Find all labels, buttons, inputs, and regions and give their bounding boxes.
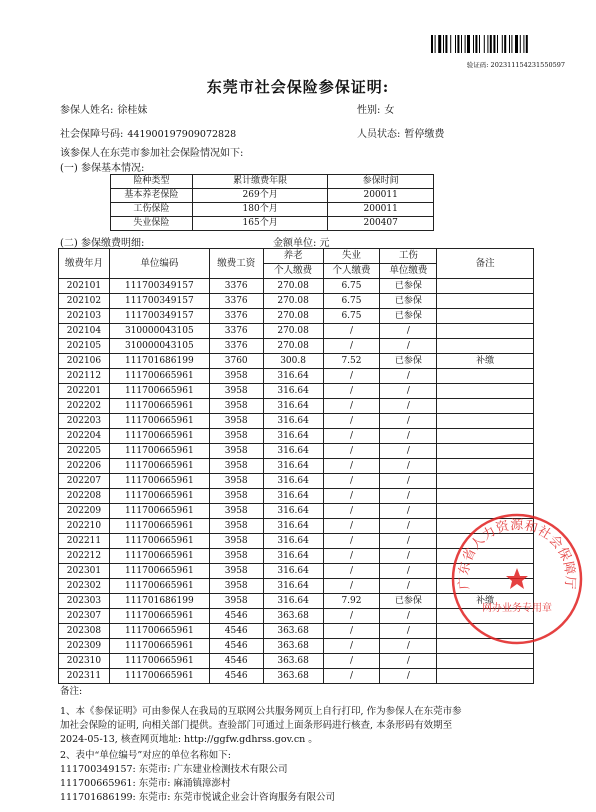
base-cell: 3958 — [209, 369, 263, 384]
injury-status-cell: / — [380, 654, 437, 669]
pension-personal-cell: 316.64 — [263, 519, 323, 534]
month-cell: 202309 — [59, 639, 110, 654]
base-cell: 3958 — [209, 459, 263, 474]
unemployment-personal-cell: / — [323, 534, 380, 549]
injury-status-cell: / — [380, 564, 437, 579]
remark-cell — [437, 669, 534, 684]
name-label: 参保人姓名: — [60, 105, 114, 116]
insured-since-cell: 200407 — [328, 217, 434, 231]
unit-code-cell: 111700665961 — [109, 564, 209, 579]
name-value: 徐桂妹 — [117, 105, 148, 116]
month-cell: 202301 — [59, 564, 110, 579]
table-row — [59, 369, 534, 384]
table-row — [59, 279, 534, 294]
unit-code-cell: 111700665961 — [109, 444, 209, 459]
unit-code-cell: 111700665961 — [109, 459, 209, 474]
injury-status-cell: / — [380, 579, 437, 594]
base-cell: 3958 — [209, 534, 263, 549]
svg-text:网办业务专用章: 网办业务专用章 — [482, 603, 552, 614]
unemployment-personal-cell: / — [323, 324, 380, 339]
unemployment-personal-cell: / — [323, 654, 380, 669]
pension-personal-cell: 316.64 — [263, 474, 323, 489]
unit-code-cell: 111701686199 — [109, 354, 209, 369]
unit-code-cell: 310000043105 — [109, 324, 209, 339]
unemployment-personal-cell: 6.75 — [323, 294, 380, 309]
injury-status-cell: 已参保 — [380, 294, 437, 309]
pension-personal-cell: 270.08 — [263, 339, 323, 354]
month-cell: 202206 — [59, 459, 110, 474]
pension-personal-cell: 316.64 — [263, 549, 323, 564]
pension-personal-cell: 316.64 — [263, 384, 323, 399]
cumulative-years-cell: 165个月 — [192, 217, 328, 231]
official-seal — [448, 510, 586, 648]
injury-status-cell: / — [380, 504, 437, 519]
unemployment-personal-cell: / — [323, 339, 380, 354]
pension-personal-cell: 316.64 — [263, 594, 323, 609]
injury-status-cell: / — [380, 534, 437, 549]
remark-cell — [437, 654, 534, 669]
note-1-line-1: 1、本《参保证明》可由参保人在我局的互联网公共服务网页上自行打印, 作为参保人在东莞市参 — [60, 706, 462, 717]
remark-cell — [437, 339, 534, 354]
injury-status-cell: 已参保 — [380, 279, 437, 294]
header-unemployment: 失业 — [323, 249, 380, 264]
month-cell: 202302 — [59, 579, 110, 594]
note-2-title: 2、表中“单位编号”对应的单位名称如下: — [60, 750, 231, 761]
base-cell: 3376 — [209, 279, 263, 294]
header-remark: 备注 — [437, 249, 534, 279]
table-row — [59, 474, 534, 489]
injury-status-cell: / — [380, 444, 437, 459]
unemployment-personal-cell: 6.75 — [323, 309, 380, 324]
month-cell: 202307 — [59, 609, 110, 624]
unit-code-cell: 310000043105 — [109, 339, 209, 354]
header-work-injury: 工伤 — [380, 249, 437, 264]
month-cell: 202207 — [59, 474, 110, 489]
base-cell: 3958 — [209, 384, 263, 399]
status-value: 暂停缴费 — [404, 129, 445, 140]
remark-cell — [437, 384, 534, 399]
remark-cell — [437, 324, 534, 339]
pension-personal-cell: 363.68 — [263, 669, 323, 684]
table-row — [59, 384, 534, 399]
pension-personal-cell: 270.08 — [263, 324, 323, 339]
unit-code-cell: 111700349157 — [109, 279, 209, 294]
unit-name-1: 111700349157: 东莞市: 广东建业检测技术有限公司 — [60, 764, 288, 775]
cumulative-years-cell: 180个月 — [192, 203, 328, 217]
unemployment-personal-cell: 6.75 — [323, 279, 380, 294]
month-cell: 202103 — [59, 309, 110, 324]
month-cell: 202209 — [59, 504, 110, 519]
injury-status-cell: / — [380, 639, 437, 654]
pension-personal-cell: 300.8 — [263, 354, 323, 369]
injury-status-cell: / — [380, 624, 437, 639]
remark-cell — [437, 399, 534, 414]
pension-personal-cell: 316.64 — [263, 429, 323, 444]
pension-personal-cell: 270.08 — [263, 294, 323, 309]
table-row — [111, 217, 434, 231]
unit-name-2: 111700665961: 东莞市: 麻涌镇漳澎村 — [60, 778, 231, 789]
pension-personal-cell: 316.64 — [263, 504, 323, 519]
remark-cell — [437, 279, 534, 294]
base-cell: 3760 — [209, 354, 263, 369]
header-pension: 养老 — [263, 249, 323, 264]
pension-personal-cell: 316.64 — [263, 459, 323, 474]
pension-personal-cell: 270.08 — [263, 309, 323, 324]
insured-since-cell: 200011 — [328, 203, 434, 217]
unit-code-cell: 111700665961 — [109, 369, 209, 384]
section2-heading: (二) 参保缴费明细: — [60, 238, 145, 249]
month-cell: 202101 — [59, 279, 110, 294]
unemployment-personal-cell: / — [323, 369, 380, 384]
injury-status-cell: / — [380, 489, 437, 504]
svg-text:广东省人力资源和社会保障厅: 广东省人力资源和社会保障厅 — [456, 518, 578, 591]
base-cell: 3958 — [209, 489, 263, 504]
unemployment-personal-cell: / — [323, 414, 380, 429]
base-cell: 4546 — [209, 669, 263, 684]
pension-personal-cell: 316.64 — [263, 534, 323, 549]
month-cell: 202303 — [59, 594, 110, 609]
month-cell: 202212 — [59, 549, 110, 564]
unit-code-cell: 111700665961 — [109, 429, 209, 444]
base-cell: 3376 — [209, 294, 263, 309]
unit-code-cell: 111700665961 — [109, 489, 209, 504]
table-row — [59, 459, 534, 474]
table-row — [111, 203, 434, 217]
injury-status-cell: 已参保 — [380, 594, 437, 609]
pension-personal-cell: 316.64 — [263, 444, 323, 459]
base-cell: 3958 — [209, 399, 263, 414]
insurance-type-cell: 基本养老保险 — [111, 189, 193, 203]
table-row — [59, 429, 534, 444]
table-row — [59, 669, 534, 684]
unemployment-personal-cell: / — [323, 564, 380, 579]
unit-code-cell: 111700665961 — [109, 654, 209, 669]
note-1-line-2: 加社会保险的证明, 向相关部门提供。查验部门可通过上面条形码进行核查, 本条形码有效期至 — [60, 720, 453, 731]
unit-code-cell: 111700665961 — [109, 504, 209, 519]
base-cell: 3958 — [209, 414, 263, 429]
insured-since-cell: 200011 — [328, 189, 434, 203]
unit-code-cell: 111700665961 — [109, 534, 209, 549]
injury-status-cell: / — [380, 609, 437, 624]
injury-status-cell: / — [380, 324, 437, 339]
base-cell: 3376 — [209, 324, 263, 339]
intro-text: 该参保人在东莞市参加社会保险情况如下: — [60, 148, 244, 159]
unit-code-cell: 111700665961 — [109, 519, 209, 534]
base-cell: 3958 — [209, 504, 263, 519]
unit-code-cell: 111700665961 — [109, 474, 209, 489]
unit-code-cell: 111700665961 — [109, 414, 209, 429]
header-month: 缴费年月 — [59, 249, 110, 279]
base-cell: 4546 — [209, 639, 263, 654]
unemployment-personal-cell: / — [323, 399, 380, 414]
unemployment-personal-cell: / — [323, 489, 380, 504]
unemployment-personal-cell: / — [323, 384, 380, 399]
gender-label: 性别: — [357, 105, 381, 116]
table-row — [59, 354, 534, 369]
injury-status-cell: / — [380, 414, 437, 429]
table-row — [59, 309, 534, 324]
unit-name-3: 111701686199: 东莞市: 东莞市悦诚企业会计咨询服务有限公司 — [60, 792, 335, 803]
unemployment-personal-cell: / — [323, 429, 380, 444]
unit-code-cell: 111700665961 — [109, 549, 209, 564]
injury-status-cell: 已参保 — [380, 309, 437, 324]
note-1-line-3: 2024-05-13, 核查网页地址: http://ggfw.gdhrss.gov.cn 。 — [60, 734, 318, 745]
unit-code-cell: 111700349157 — [109, 309, 209, 324]
base-cell: 3958 — [209, 594, 263, 609]
month-cell: 202202 — [59, 399, 110, 414]
unemployment-personal-cell: / — [323, 669, 380, 684]
header-cumulative-years: 累计缴费年限 — [192, 175, 328, 189]
unit-note: 金额单位: 元 — [273, 238, 330, 249]
remark-cell — [437, 414, 534, 429]
unemployment-personal-cell: / — [323, 609, 380, 624]
unemployment-personal-cell: 7.52 — [323, 354, 380, 369]
remark-cell — [437, 489, 534, 504]
base-cell: 3958 — [209, 579, 263, 594]
month-cell: 202204 — [59, 429, 110, 444]
remark-cell: 补缴 — [437, 594, 534, 609]
name-row — [60, 101, 147, 116]
unit-code-cell: 111700665961 — [109, 669, 209, 684]
table-row — [59, 294, 534, 309]
header-contribution-base: 缴费工资 — [209, 249, 263, 279]
pension-personal-cell: 316.64 — [263, 399, 323, 414]
base-cell: 3958 — [209, 444, 263, 459]
unit-code-cell: 111700665961 — [109, 384, 209, 399]
basic-info-table — [110, 174, 434, 231]
subheader-unemployment-personal: 个人缴费 — [323, 264, 380, 279]
injury-status-cell: / — [380, 429, 437, 444]
month-cell: 202112 — [59, 369, 110, 384]
pension-personal-cell: 316.64 — [263, 489, 323, 504]
unemployment-personal-cell: 7.92 — [323, 594, 380, 609]
injury-status-cell: / — [380, 459, 437, 474]
injury-status-cell: / — [380, 339, 437, 354]
unit-code-cell: 111700665961 — [109, 579, 209, 594]
injury-status-cell: 已参保 — [380, 354, 437, 369]
base-cell: 3958 — [209, 564, 263, 579]
pension-personal-cell: 363.68 — [263, 609, 323, 624]
unemployment-personal-cell: / — [323, 444, 380, 459]
status-label: 人员状态: — [357, 129, 401, 140]
base-cell: 3958 — [209, 474, 263, 489]
subheader-pension-personal: 个人缴费 — [263, 264, 323, 279]
base-cell: 3376 — [209, 339, 263, 354]
month-cell: 202311 — [59, 669, 110, 684]
table-row — [59, 489, 534, 504]
month-cell: 202201 — [59, 384, 110, 399]
table-row — [59, 444, 534, 459]
pension-personal-cell: 270.08 — [263, 279, 323, 294]
unemployment-personal-cell: / — [323, 519, 380, 534]
month-cell: 202308 — [59, 624, 110, 639]
remark-cell — [437, 369, 534, 384]
injury-status-cell: / — [380, 474, 437, 489]
remark-cell — [437, 294, 534, 309]
unemployment-personal-cell: / — [323, 504, 380, 519]
month-cell: 202211 — [59, 534, 110, 549]
unit-code-cell: 111700665961 — [109, 624, 209, 639]
month-cell: 202106 — [59, 354, 110, 369]
table-row — [59, 339, 534, 354]
cumulative-years-cell: 269个月 — [192, 189, 328, 203]
table-header-row — [59, 249, 534, 264]
month-cell: 202310 — [59, 654, 110, 669]
month-cell: 202203 — [59, 414, 110, 429]
notes-label: 备注: — [60, 686, 83, 697]
header-insurance-type: 险种类型 — [111, 175, 193, 189]
unit-code-cell: 111701686199 — [109, 594, 209, 609]
pension-personal-cell: 363.68 — [263, 624, 323, 639]
table-header-row — [111, 175, 434, 189]
unit-code-cell: 111700665961 — [109, 639, 209, 654]
remark-cell — [437, 474, 534, 489]
injury-status-cell: / — [380, 369, 437, 384]
ssn-label: 社会保障号码: — [60, 129, 124, 140]
pension-personal-cell: 363.68 — [263, 654, 323, 669]
base-cell: 4546 — [209, 609, 263, 624]
table-row — [59, 414, 534, 429]
ssn-value: 441900197909072828 — [127, 129, 237, 140]
base-cell: 3958 — [209, 549, 263, 564]
injury-status-cell: / — [380, 669, 437, 684]
verification-code: 验证码: 20231115423155059​7 — [466, 61, 565, 69]
month-cell: 202102 — [59, 294, 110, 309]
injury-status-cell: / — [380, 549, 437, 564]
table-row — [59, 399, 534, 414]
subheader-injury-unit: 单位缴费 — [380, 264, 437, 279]
unit-code-cell: 111700665961 — [109, 399, 209, 414]
month-cell: 202104 — [59, 324, 110, 339]
month-cell: 202205 — [59, 444, 110, 459]
base-cell: 3376 — [209, 309, 263, 324]
unit-code-cell: 111700349157 — [109, 294, 209, 309]
insurance-type-cell: 失业保险 — [111, 217, 193, 231]
base-cell: 4546 — [209, 654, 263, 669]
pension-personal-cell: 316.64 — [263, 414, 323, 429]
ssn-row — [60, 125, 236, 140]
unemployment-personal-cell: / — [323, 579, 380, 594]
notes-block — [60, 685, 560, 805]
injury-status-cell: / — [380, 384, 437, 399]
pension-personal-cell: 316.64 — [263, 579, 323, 594]
table-row — [59, 654, 534, 669]
unemployment-personal-cell: / — [323, 624, 380, 639]
status-row — [357, 125, 444, 140]
remark-cell: 补缴 — [437, 354, 534, 369]
pension-personal-cell: 316.64 — [263, 369, 323, 384]
month-cell: 202208 — [59, 489, 110, 504]
injury-status-cell: / — [380, 519, 437, 534]
remark-cell — [437, 429, 534, 444]
pension-personal-cell: 316.64 — [263, 564, 323, 579]
injury-status-cell: / — [380, 399, 437, 414]
base-cell: 3958 — [209, 429, 263, 444]
header-unit-code: 单位编码 — [109, 249, 209, 279]
unit-code-cell: 111700665961 — [109, 609, 209, 624]
unemployment-personal-cell: / — [323, 459, 380, 474]
month-cell: 202210 — [59, 519, 110, 534]
remark-cell — [437, 459, 534, 474]
unemployment-personal-cell: / — [323, 549, 380, 564]
header-insured-since: 参保时间 — [328, 175, 434, 189]
gender-row — [357, 101, 394, 116]
month-cell: 202105 — [59, 339, 110, 354]
section1-heading: (一) 参保基本情况: — [60, 163, 145, 174]
insurance-type-cell: 工伤保险 — [111, 203, 193, 217]
pension-personal-cell: 363.68 — [263, 639, 323, 654]
table-row — [59, 324, 534, 339]
remark-cell — [437, 309, 534, 324]
unemployment-personal-cell: / — [323, 639, 380, 654]
unemployment-personal-cell: / — [323, 474, 380, 489]
gender-value: 女 — [384, 105, 395, 116]
table-row — [111, 189, 434, 203]
base-cell: 4546 — [209, 624, 263, 639]
remark-cell — [437, 444, 534, 459]
base-cell: 3958 — [209, 519, 263, 534]
barcode — [431, 35, 558, 53]
document-title: 东莞市社会保险参保证明: — [206, 78, 390, 96]
